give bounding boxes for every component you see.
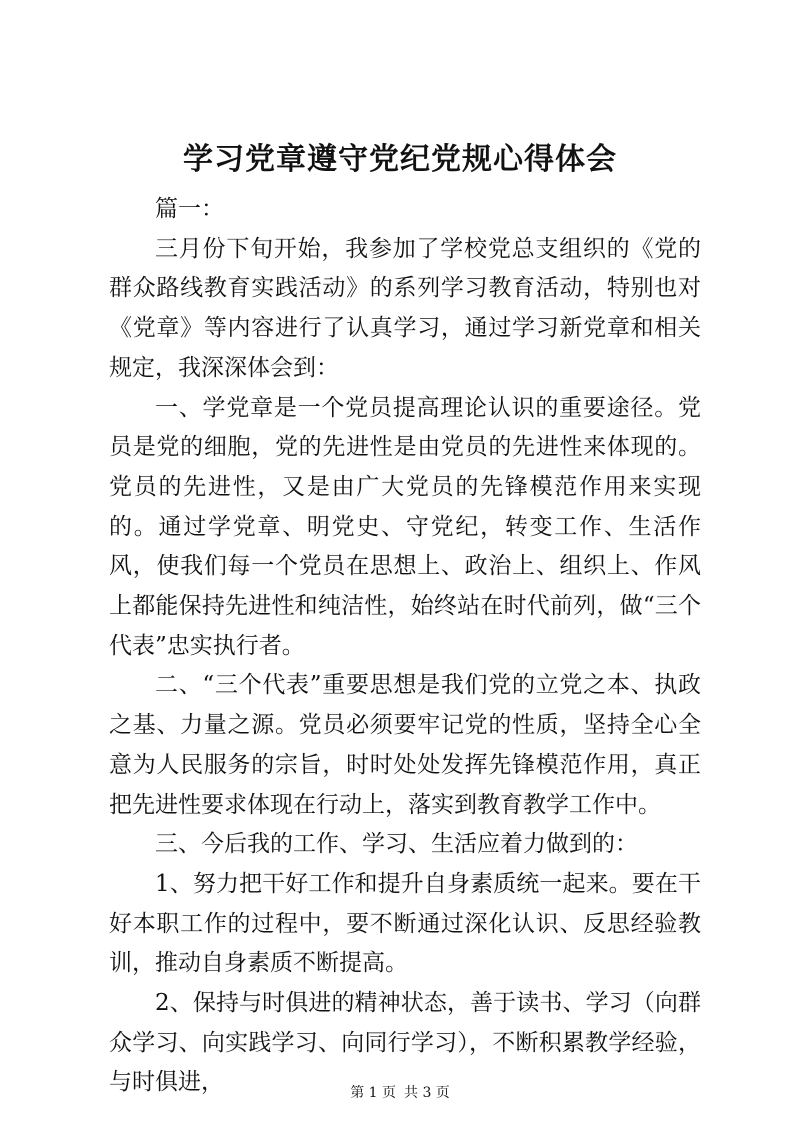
page-footer: [0, 1083, 800, 1103]
document-body: [109, 190, 701, 1103]
paragraph-point-one: 一、学党章是一个党员提高理论认识的重要途径。党员是党的细胞，党的先进性是由党员的先进性来体现的。党员的先进性，又是由广大党员的先锋模范作用来实现的。通过学党章、明党史、守党纪，转变工作、生活作风，使我们每一个党员在思想上、政治上、组织上、作风上都能保持先进性和纯洁性，始终站在时代前列，做“三个代表”忠实执行者。: [109, 394, 701, 659]
paragraph-item-one: 1、努力把干好工作和提升自身素质统一起来。要在干好本职工作的过程中，要不断通过深化认识、反思经验教训，推动自身素质不断提高。: [109, 870, 701, 977]
document-title: 学习党章遵守党纪党规心得体会: [183, 142, 617, 177]
paragraph-section-heading: 篇一：: [155, 196, 224, 222]
paragraph-intro: 三月份下旬开始，我参加了学校党总支组织的《党的群众路线教育实践活动》的系列学习教育活动，特别也对《党章》等内容进行了认真学习，通过学习新党章和相关规定，我深深体会到：: [109, 235, 701, 381]
paragraph-point-two: 二、“三个代表”重要思想是我们党的立党之本、执政之基、力量之源。党员必须要牢记党的性质，坚持全心全意为人民服务的宗旨，时时处处发挥先锋模范作用，真正把先进性要求体现在行动上，落实到教育教学工作中。: [109, 672, 701, 818]
page-total: 共 3 页: [404, 1085, 450, 1101]
paragraph-point-three: 三、今后我的工作、学习、生活应着力做到的：: [155, 831, 638, 858]
paragraph-item-two: 2、保持与时俱进的精神状态，善于读书、学习（向群众学习、向实践学习、向同行学习），不断积累教学经验，与时俱进，: [109, 990, 701, 1096]
page-number: 第 1 页: [350, 1085, 396, 1101]
